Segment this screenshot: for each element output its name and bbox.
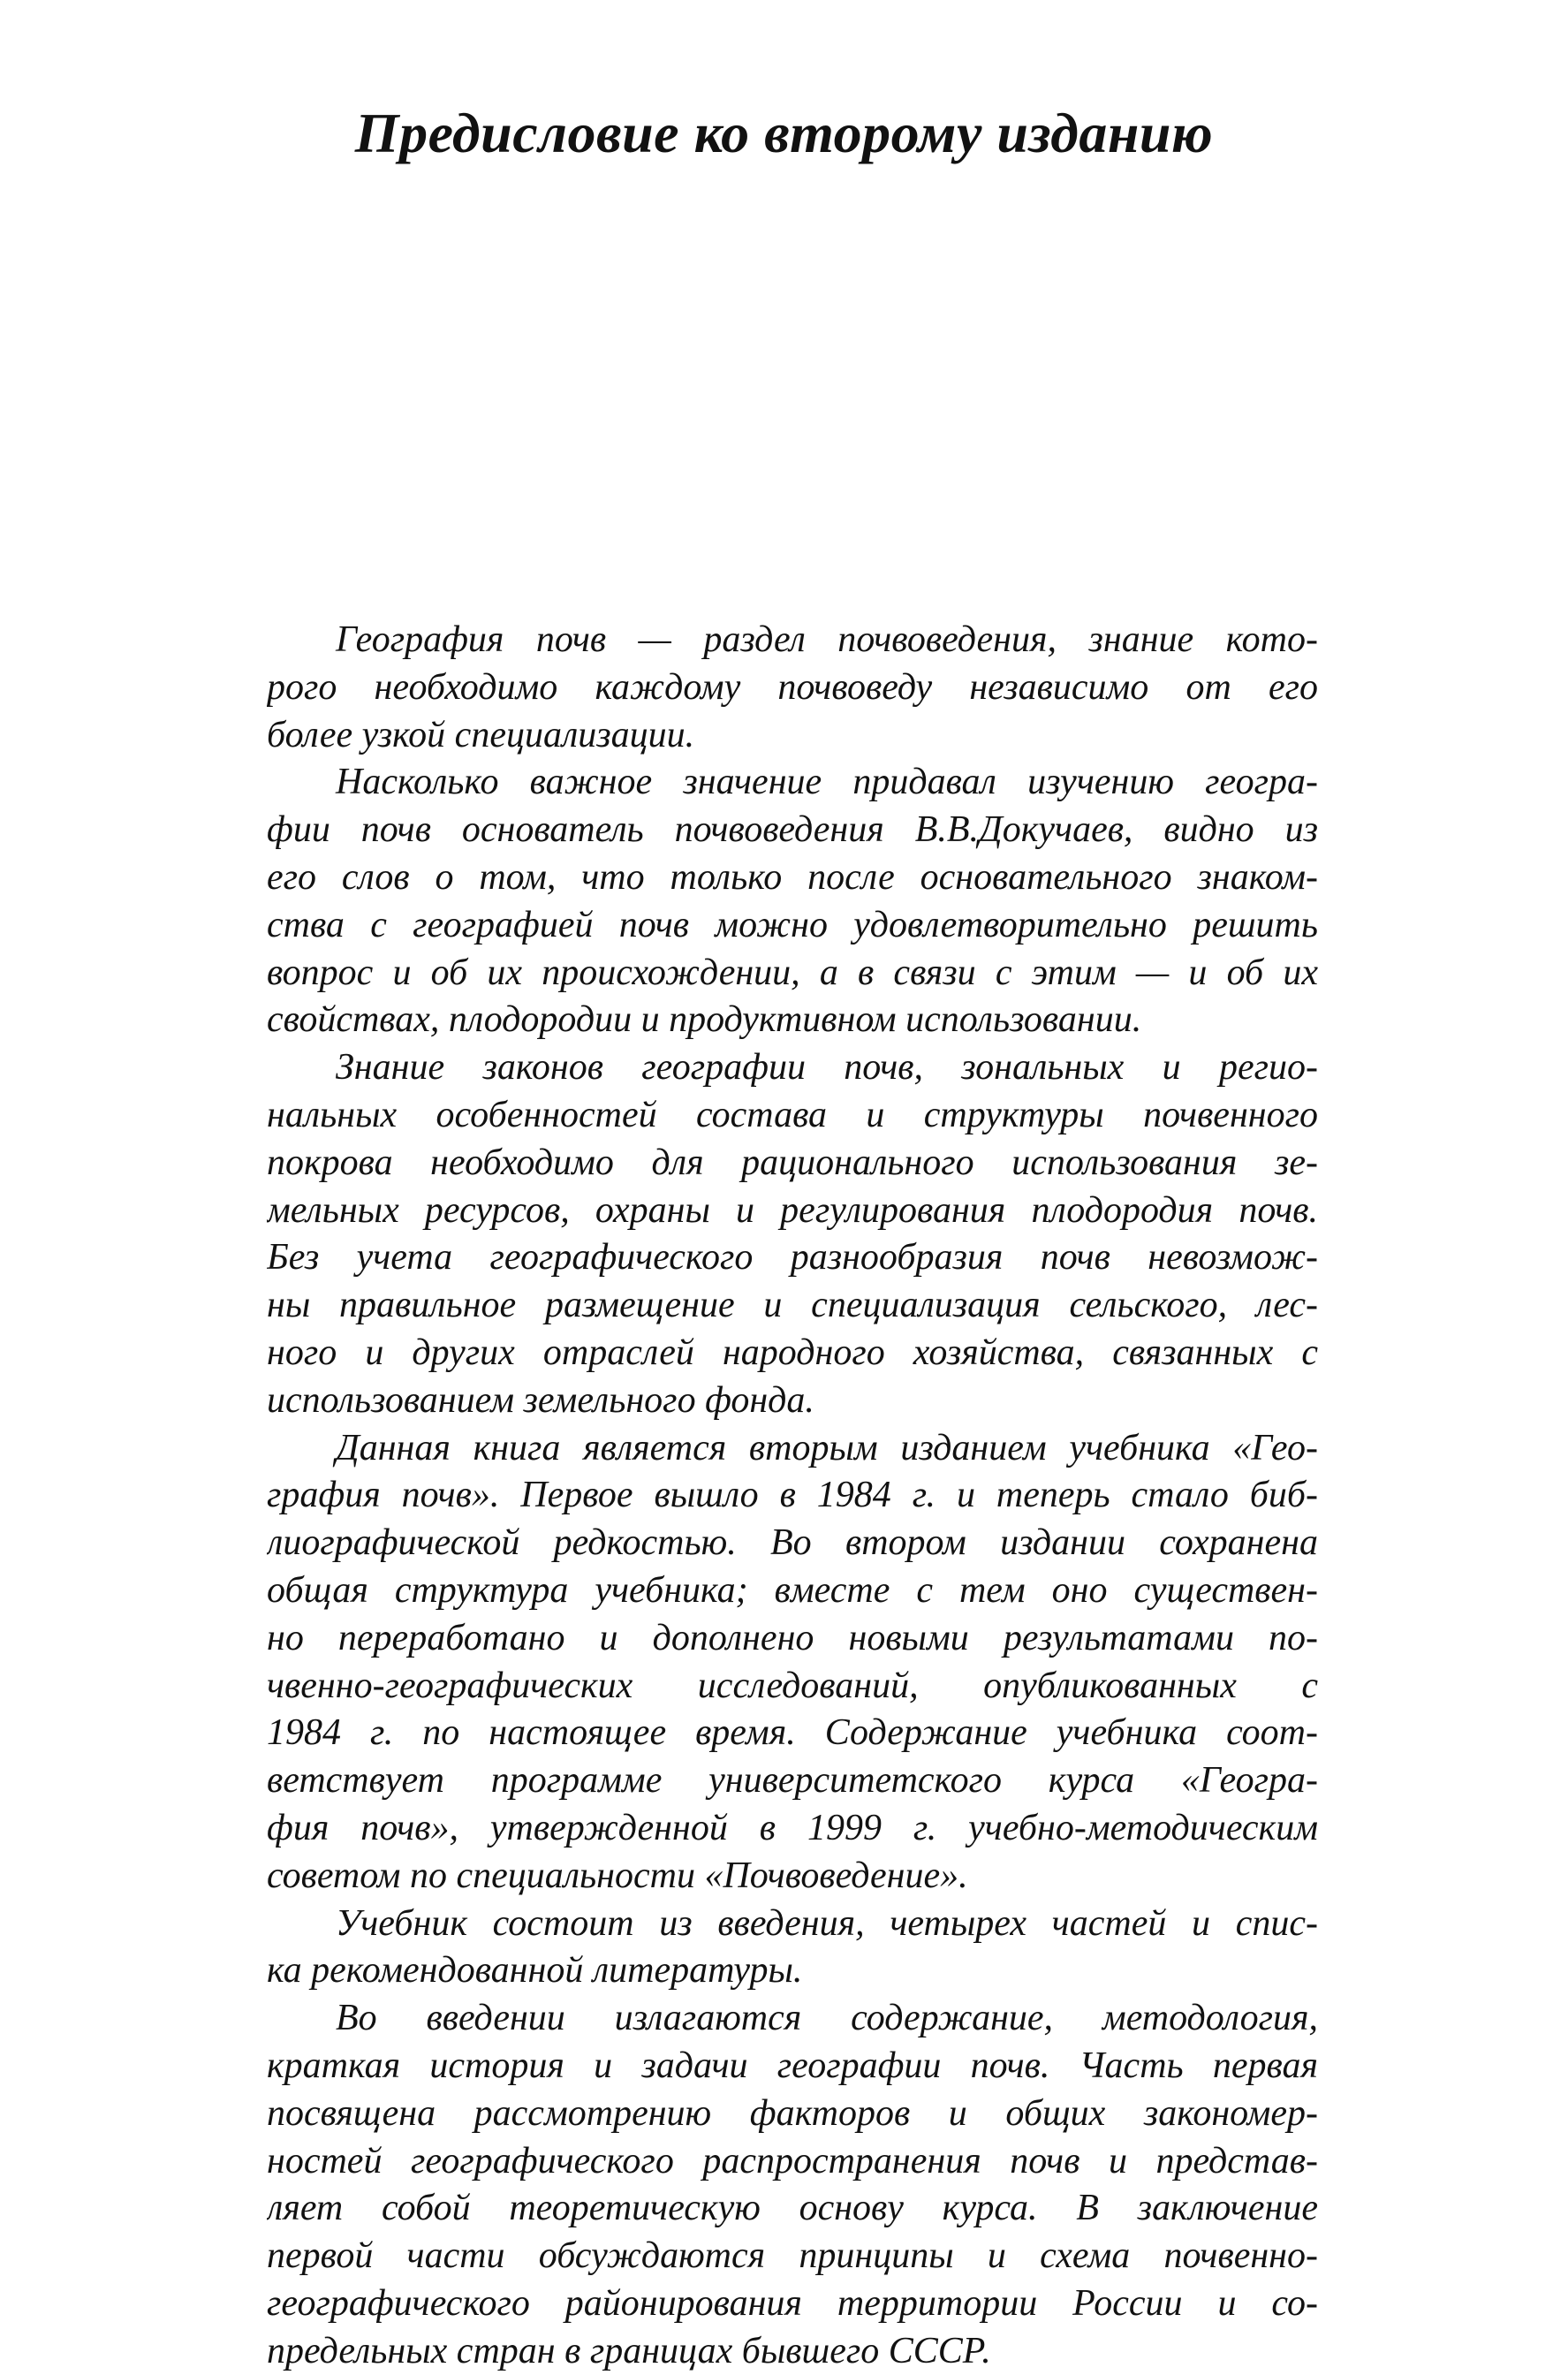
text-line: краткая история и задачи географии почв. Часть первая [267,2045,1318,2086]
text-line: его слов о том, что только после основательного знаком- [267,856,1318,898]
text-line: свойствах, плодородии и продуктивном использовании. [267,999,1142,1041]
text-line: 1984 г. по настоящее время. Содержание учебника соот- [267,1712,1318,1754]
text-line: нальных особенностей состава и структуры почвенного [267,1094,1318,1135]
text-line: Знание законов географии почв, зональных и регио- [336,1047,1318,1089]
text-line: География почв — раздел почвоведения, знание кото- [336,619,1318,660]
text-line: Учебник состоит из введения, четырех частей и спис- [336,1902,1318,1944]
text-line: советом по специальности «Почвоведение». [267,1855,968,1896]
text-line: рого необходимо каждому почвоведу независимо от его [267,666,1318,708]
text-line: использованием земельного фонда. [267,1379,814,1421]
text-line: общая структура учебника; вместе с тем оно существен- [267,1569,1318,1611]
text-line: ностей географического распространения почв и представ- [267,2140,1318,2182]
text-line: покрова необходимо для рационального использования зе- [267,1142,1318,1183]
text-line: ства с географией почв можно удовлетворительно решить [267,904,1318,945]
text-line: более узкой специализации. [267,714,695,755]
text-line: ветствует программе университетского курса «Геогра- [267,1760,1318,1802]
text-line: географического районирования территории России и со- [267,2282,1318,2324]
text-line: ны правильное размещение и специализация сельского, лес- [267,1285,1318,1326]
text-line: фия почв», утвержденной в 1999 г. учебно-методическим [267,1807,1318,1848]
paragraph-5 [267,1901,1318,1996]
text-line: Насколько важное значение придавал изучению геогра- [336,762,1318,803]
text-line: фии почв основатель почвоведения В.В.Докучаев, видно из [267,809,1318,851]
text-line: посвящена рассмотрению факторов и общих закономер- [267,2092,1318,2134]
text-line: ка рекомендованной литературы. [267,1950,803,1992]
paragraph-1 [267,617,1318,759]
text-line: вопрос и об их происхождении, а в связи с этим — и об их [267,952,1318,993]
text-line: ляет собой теоретическую основу курса. В заключение [267,2188,1318,2229]
text-line: предельных стран в границах бывшего СССР. [267,2330,991,2371]
text-line: Во введении излагаются содержание, методология, [336,1998,1318,2039]
text-line: первой части обсуждаются принципы и схема почвенно- [267,2235,1318,2277]
text-line: но переработано и дополнено новыми результатами по- [267,1617,1318,1658]
text-line: мельных ресурсов, охраны и регулирования плодородия почв. [267,1189,1318,1231]
text-line: Данная книга является вторым изданием учебника «Гео- [336,1427,1318,1468]
paragraph-3 [267,1044,1318,1424]
text-line: ного и других отраслей народного хозяйства, связанных с [267,1332,1318,1373]
text-line: графия почв». Первое вышло в 1984 г. и теперь стало биб- [267,1475,1318,1516]
paragraph-4 [267,1425,1318,1901]
paragraph-2 [267,759,1318,1044]
text-line: Без учета географического разнообразия почв невозмож- [267,1237,1318,1279]
text-line: чвенно-географических исследований, опубликованных с [267,1665,1318,1706]
page-title: Предисловие ко второму изданию [354,101,1214,164]
paragraph-6 [267,1995,1318,2375]
text-line: лиографической редкостью. Во втором издании сохранена [267,1522,1318,1564]
body-text [267,617,1318,2375]
